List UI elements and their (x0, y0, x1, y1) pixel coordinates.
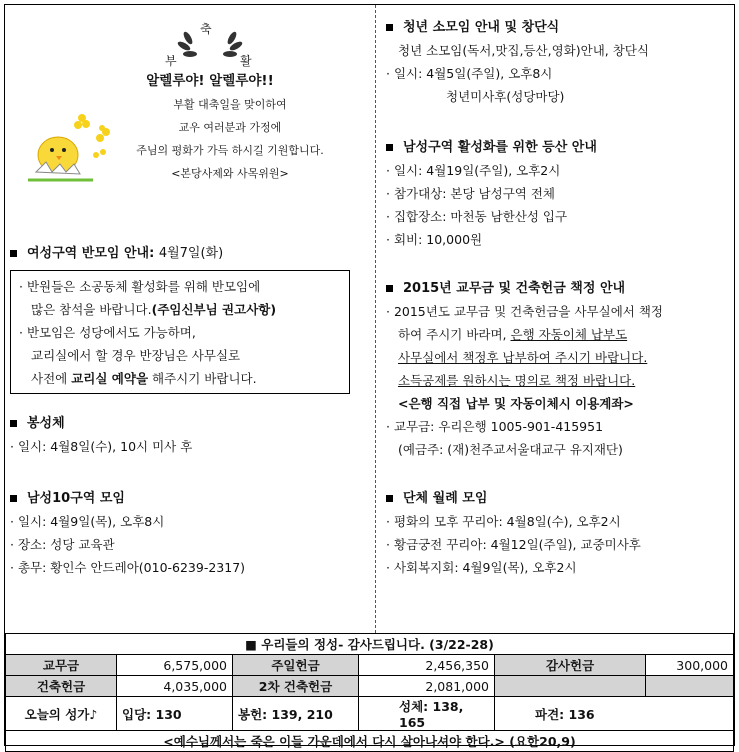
hymn-offertory: 봉헌: 139, 210 (233, 697, 359, 731)
box-line: 교리실에서 할 경우 반장님은 사무실로 (31, 348, 241, 363)
hymn-entrance: 입당: 130 (117, 697, 233, 731)
offering-value: 2,081,000 (359, 676, 495, 697)
communion-section (10, 412, 370, 458)
offering-value: 2,456,350 (359, 655, 495, 676)
tithe-line: 하여 주시기 바라며, 은행 자동이체 납부도 (398, 327, 628, 342)
men10-line: · 장소: 성당 교육관 (10, 537, 115, 552)
easter-greeting (0, 0, 360, 200)
bible-verse: <예수님께서는 죽은 이들 가운데에서 다시 살아나셔야 한다.> (요한20,9) (6, 731, 734, 752)
youth-line: · 일시: 4월5일(주일), 오후8시 (386, 66, 553, 81)
header-char-right: 활 (240, 54, 252, 68)
greeting-signature: <본당사제와 사목위원> (171, 167, 289, 180)
greeting-line: 교우 여러분과 가정에 (178, 121, 282, 134)
tithe-line: · 2015년도 교무금 및 건축헌금을 사무실에서 책정 (386, 304, 663, 319)
bullet-square-icon (386, 285, 393, 292)
box-line: · 반모임은 성당에서도 가능하며, (19, 325, 196, 340)
bullet-square-icon (386, 495, 393, 502)
bullet-square-icon (386, 144, 393, 151)
section-date: 4월7일(화) (158, 246, 224, 261)
hiking-title: 남성구역 활성화를 위한 등산 안내 (386, 136, 732, 159)
box-line: 사전에 교리실 예약을 해주시기 바랍니다. (31, 371, 257, 386)
groups-line: · 황금궁전 꾸리아: 4월12일(주일), 교중미사후 (386, 537, 641, 552)
tithe-account-title: <은행 직접 납부 및 자동이체시 이용계좌> (398, 396, 634, 411)
hymn-label: 오늘의 성가♪ (6, 697, 117, 731)
alleluia-text: 알렐루야! 알렐루야!! (146, 73, 274, 89)
hiking-line: · 참가대상: 본당 남성구역 전체 (386, 186, 555, 201)
hiking-line: · 일시: 4월19일(주일), 오후2시 (386, 163, 561, 178)
hiking-line: · 집합장소: 마천동 남한산성 입구 (386, 209, 568, 224)
offering-label: 교무금 (6, 655, 117, 676)
offering-value: 4,035,000 (117, 676, 233, 697)
groups-section (386, 487, 732, 579)
tithe-account: · 교무금: 우리은행 1005-901-415951 (386, 419, 604, 434)
greeting-line: 주님의 평화가 가득 하시길 기원합니다. (136, 144, 324, 157)
tithe-account-holder: (예금주: (재)천주교서울대교구 유지재단) (398, 442, 623, 457)
bullet-square-icon (10, 495, 17, 502)
offering-title: ■ 우리들의 정성- 감사드립니다. (3/22-28) (6, 634, 734, 655)
youth-line: 청년미사후(성당마당) (446, 89, 565, 104)
offering-value: 300,000 (646, 655, 734, 676)
header-char-top: 축 (200, 22, 212, 36)
groups-line: · 평화의 모후 꾸리아: 4월8일(수), 오후2시 (386, 514, 621, 529)
women-meeting-title (10, 242, 370, 265)
greeting-line: 부활 대축일을 맞이하여 (173, 98, 287, 111)
bullet-square-icon (386, 24, 393, 31)
groups-title: 단체 월례 모임 (386, 487, 732, 510)
offering-table (5, 633, 734, 752)
hymn-recessional: 파견: 136 (495, 697, 734, 731)
bullet-square-icon (10, 420, 17, 427)
header-char-left: 부 (165, 54, 177, 68)
offering-value: 6,575,000 (117, 655, 233, 676)
hymn-communion: 성체: 138, 165 (359, 697, 495, 731)
hiking-section (386, 136, 732, 251)
offering-label: 2차 건축헌금 (233, 676, 359, 697)
offering-empty (646, 676, 734, 697)
left-column (10, 242, 370, 265)
tithe-line: 사무실에서 책정후 납부하여 주시기 바랍니다. (398, 350, 648, 365)
column-divider (375, 5, 376, 633)
communion-line: · 일시: 4월8일(수), 10시 미사 후 (10, 439, 193, 454)
offering-empty (495, 676, 646, 697)
tithe-title: 2015년 교무금 및 건축헌금 책정 안내 (386, 277, 732, 300)
men10-line: · 일시: 4월9일(목), 오후8시 (10, 514, 165, 529)
box-line: · 반원들은 소공동체 활성화를 위해 반모임에 (19, 279, 261, 294)
women-meeting-box (10, 270, 350, 394)
offering-label: 주일헌금 (233, 655, 359, 676)
communion-title: 봉성체 (10, 412, 370, 435)
youth-title: 청년 소모임 안내 및 창단식 (386, 16, 732, 39)
box-line: 많은 참석을 바랍니다.(주임신부님 권고사항) (31, 302, 277, 317)
youth-line: 청년 소모임(독서,맛집,등산,영화)안내, 창단식 (398, 43, 649, 58)
youth-section (386, 16, 732, 108)
offering-label: 감사헌금 (495, 655, 646, 676)
tithe-line: 소득공제를 원하시는 명의로 책정 바랍니다. (398, 373, 636, 388)
hiking-line: · 회비: 10,000원 (386, 232, 483, 247)
section-title-text: 여성구역 반모임 안내: (27, 246, 155, 261)
offering-label: 건축헌금 (6, 676, 117, 697)
groups-line: · 사회복지회: 4월9일(목), 오후2시 (386, 560, 577, 575)
men10-section (10, 487, 370, 579)
greeting-text (120, 70, 340, 185)
chick-illustration-icon (18, 110, 113, 190)
men10-title: 남성10구역 모임 (10, 487, 370, 510)
men10-line: · 총무: 황인수 안드레아(010-6239-2317) (10, 560, 246, 575)
tithe-section (386, 277, 732, 461)
bullet-square-icon (10, 250, 17, 257)
